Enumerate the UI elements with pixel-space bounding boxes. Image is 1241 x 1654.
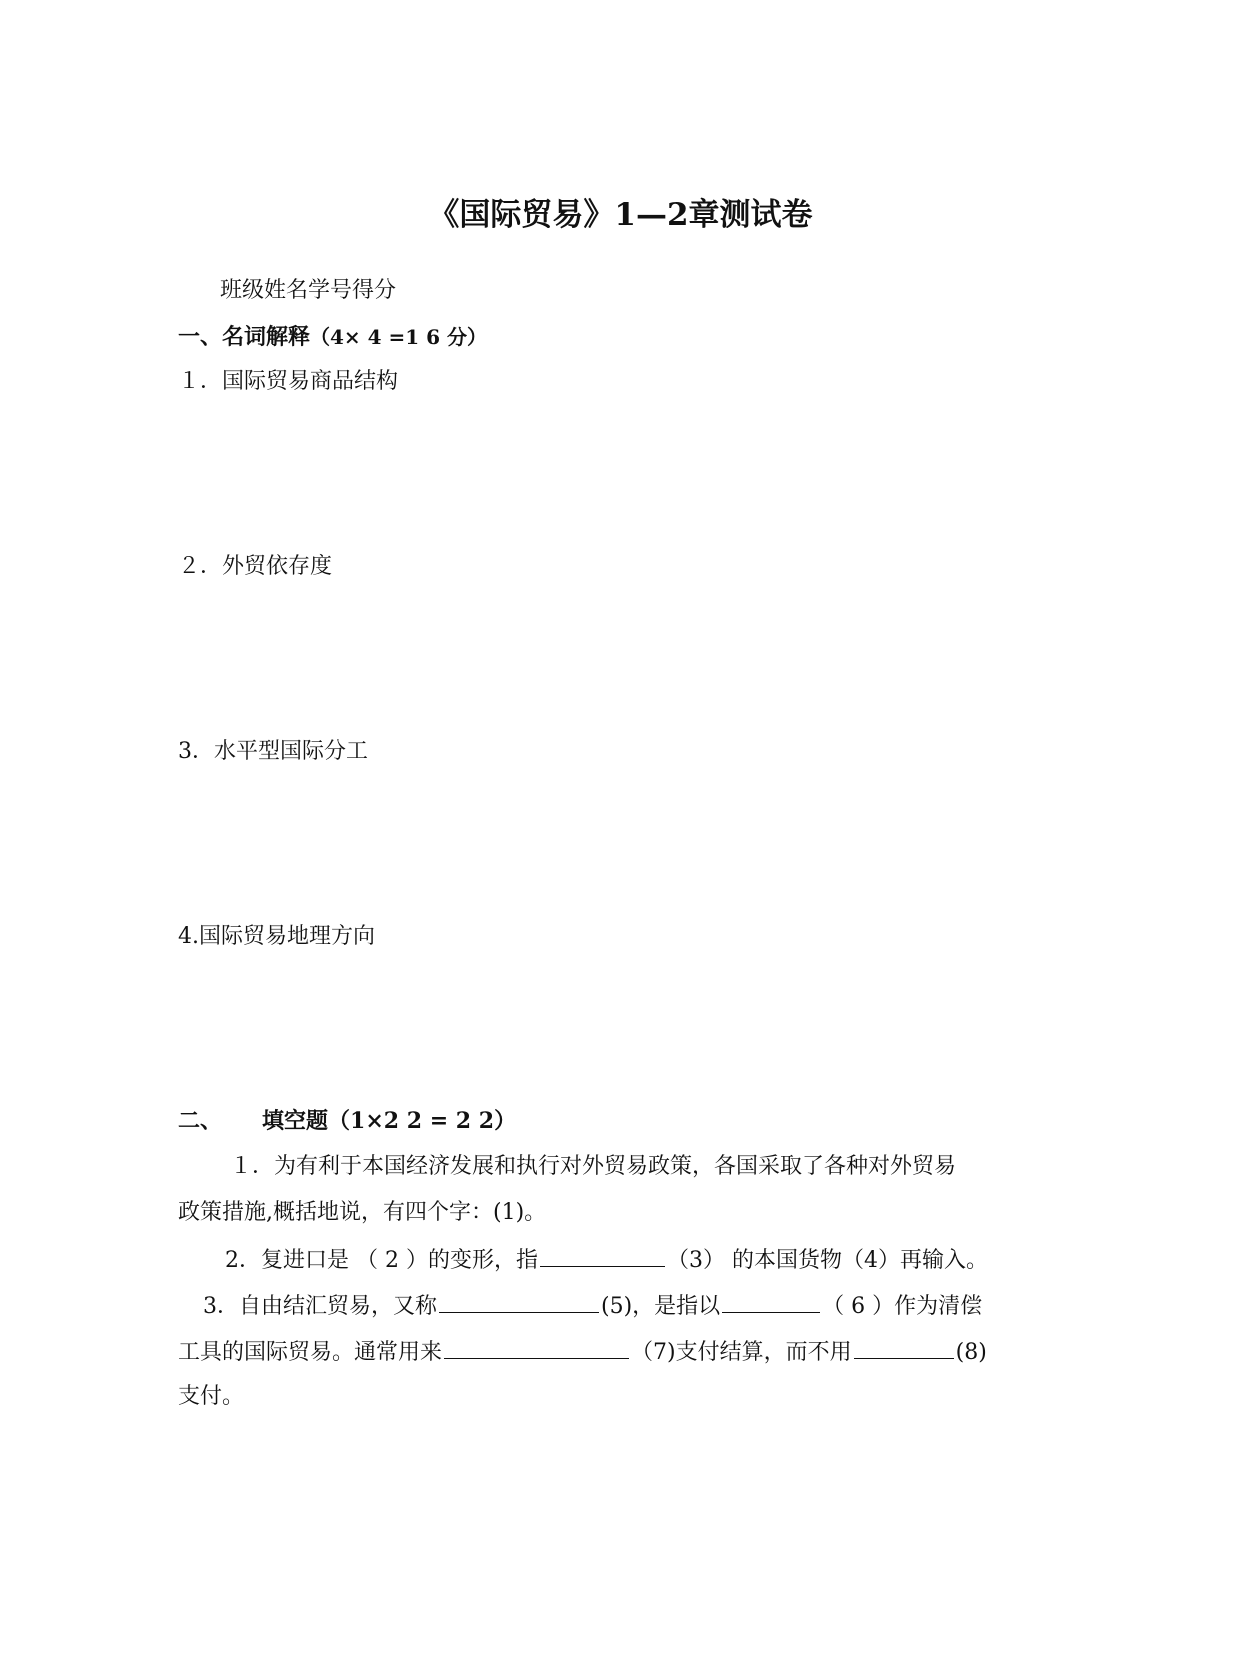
page-title: 《国际贸易》1—2章测试卷: [428, 197, 813, 233]
question-3-part-f: (8): [955, 1340, 987, 1365]
answer-blank-6[interactable]: [722, 1290, 820, 1313]
section-1-score: （4× 4 =1 6 分）: [310, 325, 488, 349]
question-2: [225, 1244, 988, 1276]
question-3-line-2: [178, 1336, 987, 1368]
question-2-part-a: 2．复进口是 （ 2 ）的变形，指: [225, 1248, 538, 1273]
question-3-line-3: 支付。: [178, 1384, 245, 1409]
student-info-line: 班级姓名学号得分: [220, 278, 397, 303]
question-3-part-d: 工具的国际贸易。通常用来: [178, 1340, 443, 1365]
answer-blank-5[interactable]: [439, 1290, 599, 1313]
question-3-part-a: 3．自由结汇贸易，又称: [203, 1294, 437, 1319]
term-item-4: 4.国际贸易地理方向: [178, 924, 375, 949]
question-2-part-b: （3） 的本国货物（4）再输入。: [666, 1248, 988, 1273]
question-3-part-c: （ 6 ）作为清偿: [822, 1294, 983, 1319]
section-1-title: 一、名词解释: [178, 324, 311, 350]
question-1-line-2: 政策措施,概括地说，有四个字：(1)。: [178, 1200, 547, 1225]
section-1-heading: [178, 322, 487, 353]
section-2-score: （1×2 2 = 2 2）: [328, 1108, 517, 1134]
section-2-number: 二、: [178, 1108, 223, 1134]
answer-blank-7[interactable]: [444, 1336, 629, 1359]
term-item-3: 3．水平型国际分工: [178, 739, 368, 764]
answer-blank-3[interactable]: [540, 1244, 665, 1267]
question-3-line-1: [203, 1290, 982, 1322]
question-1-line-1: １．为有利于本国经济发展和执行对外贸易政策，各国采取了各种对外贸易: [230, 1154, 957, 1179]
question-3-part-e: （7)支付结算，而不用: [631, 1340, 852, 1365]
section-2-title: 填空题: [262, 1108, 329, 1134]
question-3-part-b: (5)，是指以: [601, 1294, 721, 1319]
answer-blank-8[interactable]: [854, 1336, 954, 1359]
term-item-2: ２．外贸依存度: [178, 554, 333, 579]
term-item-1: １．国际贸易商品结构: [178, 369, 399, 394]
section-2-heading: [178, 1106, 516, 1137]
